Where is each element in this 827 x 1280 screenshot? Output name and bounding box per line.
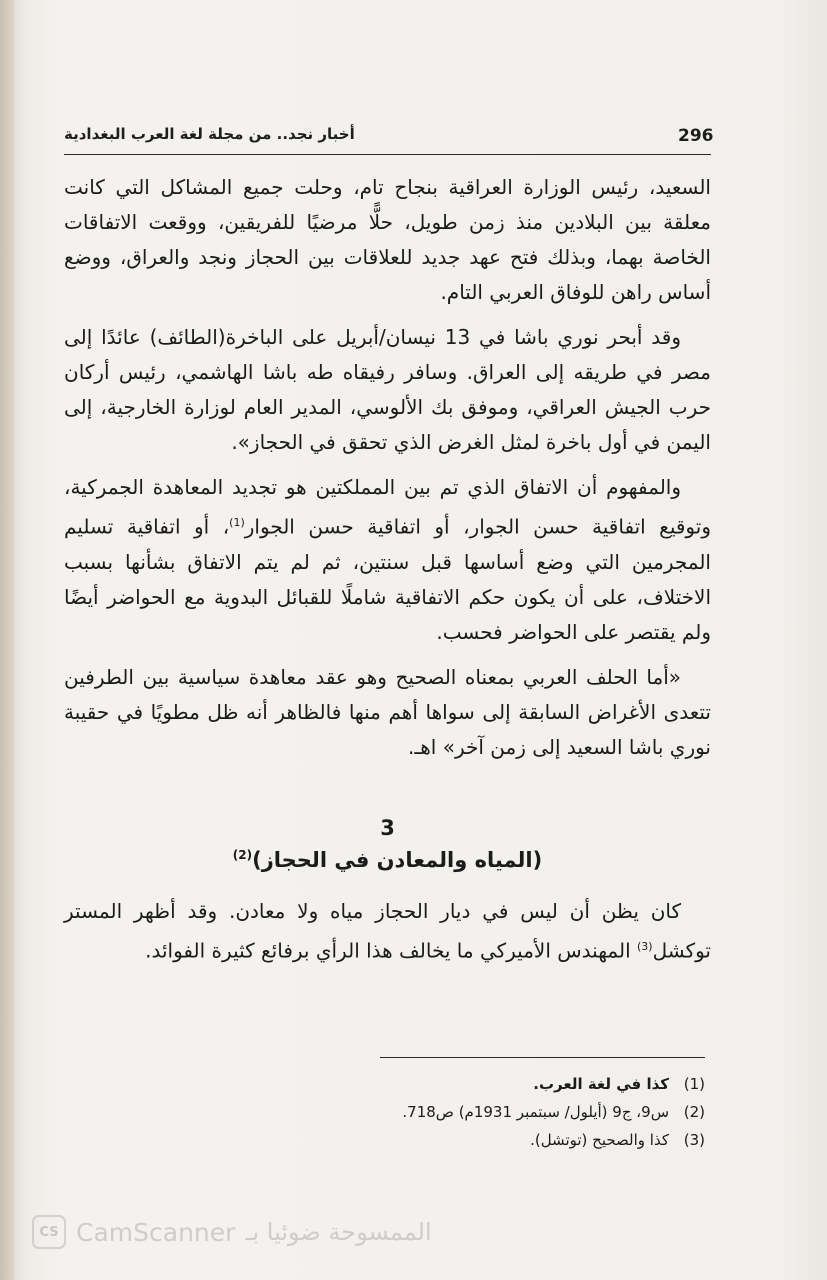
footnote-item: [64, 1126, 705, 1154]
paragraph-3-end: ، أو اتفاقية تسليم المجرمين التي وضع أساسها قبل سنتين، ثم لم يتم الاتفاق بشأنها بسبب الاختلاف، على أن يكون حكم الاتفاقية شاملًا للقبائل البدوية مع الحواضر أيضًا ولم يقتصر على الحواضر فحسب.: [64, 514, 711, 644]
footnote-number: (3): [683, 1131, 705, 1149]
section-paragraph: [64, 894, 711, 979]
footnote-number: (2): [683, 1103, 705, 1121]
footnote-text: س9، ج9 (أيلول/ سبتمبر 1931م) ص718.: [402, 1103, 669, 1121]
page-spine-shadow: [0, 0, 14, 1280]
section-title-text: (المياه والمعادن في الحجاز): [252, 848, 543, 872]
running-title: أخبار نجد.. من مجلة لغة العرب البغدادية: [64, 125, 355, 143]
footnote-divider: [380, 1057, 705, 1058]
main-text: [64, 170, 711, 775]
footnote-ref-3: (3): [636, 940, 653, 953]
footnotes: [64, 1070, 705, 1154]
paragraph-3-start: والمفهوم أن الاتفاق الذي تم بين المملكتين هو تجديد المعاهدة الجمركية، وتوقيع اتفاقية حسن الجوار، أو اتفاقية حسن الجوار: [64, 475, 711, 539]
camscanner-name: CamScanner: [76, 1217, 236, 1247]
section-title: [64, 848, 711, 872]
camscanner-arabic-caption: الممسوحة ضوئيا بـ: [245, 1218, 432, 1246]
section-paragraph-start: كان يظن أن ليس في ديار الحجاز مياه ولا معادن. وقد أظهر المستر توكشل: [64, 899, 711, 963]
footnote-number: (1): [683, 1075, 705, 1093]
paragraph-1: السعيد، رئيس الوزارة العراقية بنجاح تام، وحلت جميع المشاكل التي كانت معلقة بين البلادين منذ زمن طويل، حلًّا مرضيًا للفريقين، ووقعت الاتفاقات الخاصة بهما، وبذلك فتح عهد جديد للعلاقات بين الحجاز ونجد والعراق، ووضع أساس راهن للوفاق العربي التام.: [64, 175, 711, 304]
section-paragraph-text: [64, 894, 711, 969]
footnote-ref-2: (2): [232, 848, 253, 862]
footnote-text: كذا في لغة العرب.: [533, 1075, 669, 1093]
paragraph-2: وقد أبحر نوري باشا في 13 نيسان/أبريل على الباخرة(الطائف) عائدًا إلى مصر في طريقه إلى العراق. وسافر رفيقاه طه باشا الهاشمي، رئيس أركان حرب الجيش العراقي، وموفق بك الألوسي، المدير العام لوزارة الخارجية، إلى اليمن في أول باخرة لمثل الغرض الذي تحقق في الحجاز».: [64, 325, 711, 454]
footnote-ref-1: (1): [229, 516, 245, 529]
paragraph-3: [64, 470, 711, 650]
footnote-item: [64, 1098, 705, 1126]
page-header: [64, 122, 714, 155]
page-number: 296: [678, 126, 714, 146]
section-number: 3: [380, 816, 395, 840]
camscanner-logo-icon: CS: [32, 1215, 66, 1249]
camscanner-watermark: [32, 1212, 432, 1252]
paragraph-4: «أما الحلف العربي بمعناه الصحيح وهو عقد معاهدة سياسية بين الطرفين تتعدى الأغراض السابقة إلى سواها أهم منها فالظاهر أنه ظل مطويًا في حقيبة نوري باشا السعيد إلى زمن آخر» اهـ.: [64, 664, 711, 759]
section-paragraph-end: المهندس الأميركي ما يخالف هذا الرأي برفائع كثيرة الفوائد.: [145, 938, 637, 963]
footnote-text: كذا والصحيح (توتشل).: [530, 1131, 669, 1149]
footnote-item: [64, 1070, 705, 1098]
